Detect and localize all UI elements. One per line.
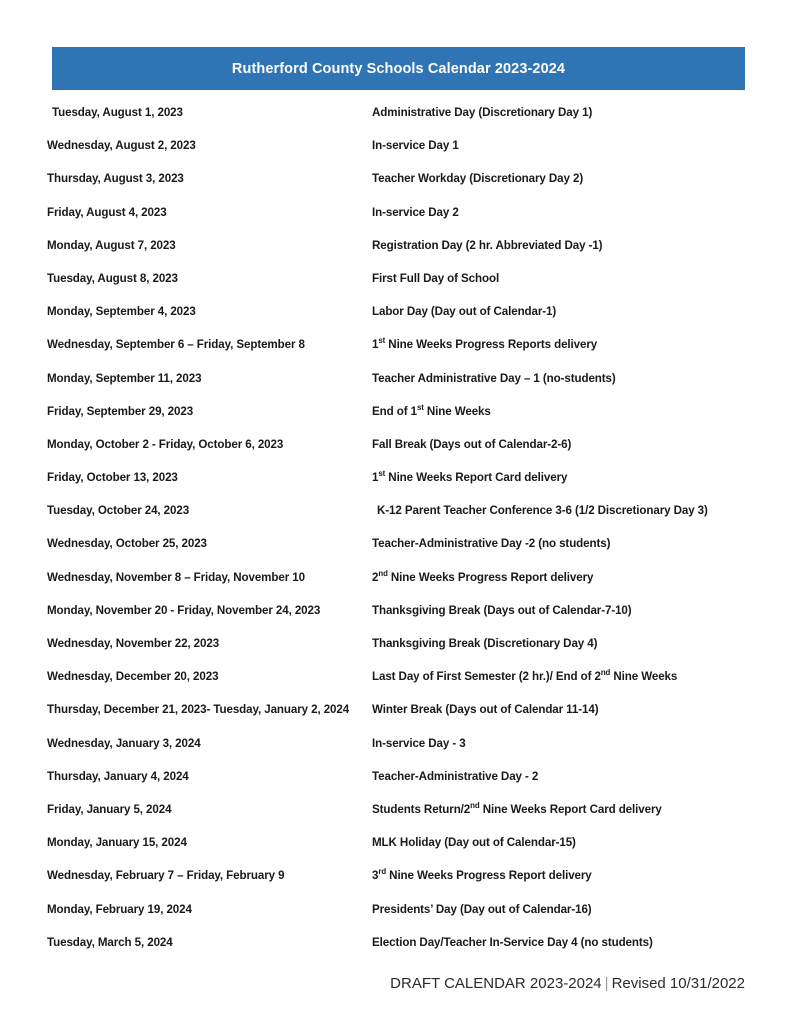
calendar-row: [0, 304, 791, 337]
calendar-row-date: Friday, October 13, 2023: [47, 471, 178, 485]
calendar-row-description: End of 1st Nine Weeks: [372, 402, 491, 418]
calendar-row: [0, 205, 791, 238]
calendar-row-description: In-service Day 1: [372, 139, 459, 153]
calendar-row-date: Tuesday, August 1, 2023: [52, 106, 183, 119]
calendar-row-date: Monday, February 19, 2024: [47, 902, 192, 916]
calendar-row-date: Wednesday, October 25, 2023: [47, 537, 207, 551]
calendar-row: [0, 238, 791, 271]
calendar-row-date: Tuesday, October 24, 2023: [47, 504, 190, 518]
calendar-row-date: Friday, August 4, 2023: [47, 205, 167, 219]
calendar-row: [0, 337, 791, 370]
calendar-row-description: Winter Break (Days out of Calendar 11-14): [372, 703, 599, 717]
calendar-row-description: Last Day of First Semester (2 hr.)/ End of 2nd Nine Weeks: [372, 668, 678, 684]
calendar-row: [0, 702, 791, 735]
calendar-row: [0, 902, 791, 935]
calendar-row: [0, 105, 791, 138]
calendar-row-description: Thanksgiving Break (Days out of Calendar-7-10): [372, 603, 632, 617]
calendar-row-description: Teacher Administrative Day – 1 (no-students): [372, 371, 616, 385]
calendar-row-description: 3rd Nine Weeks Progress Report delivery: [372, 867, 592, 883]
calendar-row-date: Thursday, August 3, 2023: [47, 172, 184, 186]
calendar-row-date: Wednesday, August 2, 2023: [47, 139, 196, 153]
calendar-row: [0, 769, 791, 802]
calendar-row-description: In-service Day - 3: [372, 736, 466, 750]
calendar-row-date: Tuesday, March 5, 2024: [47, 935, 173, 949]
calendar-row: [0, 669, 791, 702]
calendar-row-date: Monday, November 20 - Friday, November 24, 2023: [47, 603, 321, 617]
calendar-row: [0, 138, 791, 171]
calendar-row: [0, 437, 791, 470]
calendar-row-description: MLK Holiday (Day out of Calendar-15): [372, 836, 576, 850]
calendar-row-date: Thursday, December 21, 2023- Tuesday, January 2, 2024: [47, 703, 350, 717]
calendar-row-date: Thursday, January 4, 2024: [47, 769, 189, 783]
calendar-row-date: Wednesday, November 22, 2023: [47, 637, 220, 650]
calendar-row: [0, 171, 791, 204]
footer-draft-label: DRAFT CALENDAR 2023-2024: [390, 975, 602, 992]
calendar-row-description: Teacher-Administrative Day -2 (no students): [372, 537, 611, 551]
calendar-row-description: Election Day/Teacher In-Service Day 4 (no students): [372, 935, 653, 949]
calendar-row-description: 1st Nine Weeks Progress Reports delivery: [372, 336, 598, 352]
calendar-row-description: Presidents’ Day (Day out of Calendar-16): [372, 902, 592, 916]
calendar-row-description: Fall Break (Days out of Calendar-2-6): [372, 437, 572, 451]
calendar-row-description: Teacher-Administrative Day - 2: [372, 769, 539, 783]
calendar-row: [0, 802, 791, 835]
calendar-row: [0, 868, 791, 901]
calendar-row-description: Thanksgiving Break (Discretionary Day 4): [372, 637, 598, 650]
calendar-row: [0, 271, 791, 304]
calendar-row-description: 2nd Nine Weeks Progress Report delivery: [372, 568, 594, 584]
calendar-row-date: Wednesday, February 7 – Friday, February 9: [47, 869, 285, 883]
calendar-row-description: 1st Nine Weeks Report Card delivery: [372, 469, 568, 485]
calendar-row-description: In-service Day 2: [372, 205, 459, 219]
calendar-row-description: Administrative Day (Discretionary Day 1): [372, 106, 593, 119]
calendar-row-description: Students Return/2nd Nine Weeks Report Card delivery: [372, 801, 662, 816]
calendar-row-date: Wednesday, January 3, 2024: [47, 736, 201, 750]
calendar-row: [0, 404, 791, 437]
calendar-row-date: Monday, January 15, 2024: [47, 836, 187, 850]
calendar-row: [0, 536, 791, 569]
calendar-row-description: K-12 Parent Teacher Conference 3-6 (1/2 Discretionary Day 3): [377, 504, 708, 518]
calendar-row-date: Monday, September 4, 2023: [47, 305, 196, 319]
calendar-row-description: Teacher Workday (Discretionary Day 2): [372, 172, 584, 186]
calendar-row-date: Monday, October 2 - Friday, October 6, 2023: [47, 437, 284, 451]
calendar-row-date: Wednesday, December 20, 2023: [47, 670, 219, 684]
footer-note: [390, 975, 745, 992]
calendar-row-description: Labor Day (Day out of Calendar-1): [372, 305, 557, 319]
calendar-row: [0, 603, 791, 636]
calendar-row-date: Wednesday, September 6 – Friday, September 8: [47, 338, 305, 352]
calendar-row: [0, 935, 791, 968]
calendar-row: [0, 470, 791, 503]
calendar-row: [0, 835, 791, 868]
calendar-row: [0, 570, 791, 603]
calendar-row: [0, 503, 791, 536]
calendar-row-date: Friday, September 29, 2023: [47, 404, 194, 418]
calendar-row-description: Registration Day (2 hr. Abbreviated Day -1): [372, 238, 603, 252]
calendar-row: [0, 736, 791, 769]
calendar-row-date: Monday, September 11, 2023: [47, 371, 202, 385]
footer-revised-label: Revised 10/31/2022: [611, 975, 745, 992]
calendar-row-description: First Full Day of School: [372, 271, 500, 285]
calendar-row-date: Friday, January 5, 2024: [47, 802, 172, 816]
calendar-title-banner: [52, 47, 745, 90]
calendar-row: [0, 371, 791, 404]
calendar-rows-list: [0, 105, 791, 968]
footer-separator: |: [604, 975, 609, 992]
page-title: Rutherford County Schools Calendar 2023-2024: [231, 60, 566, 77]
calendar-row: [0, 636, 791, 669]
calendar-row-date: Wednesday, November 8 – Friday, November 10: [47, 570, 305, 584]
calendar-row-date: Tuesday, August 8, 2023: [47, 271, 178, 285]
calendar-row-date: Monday, August 7, 2023: [47, 238, 176, 252]
